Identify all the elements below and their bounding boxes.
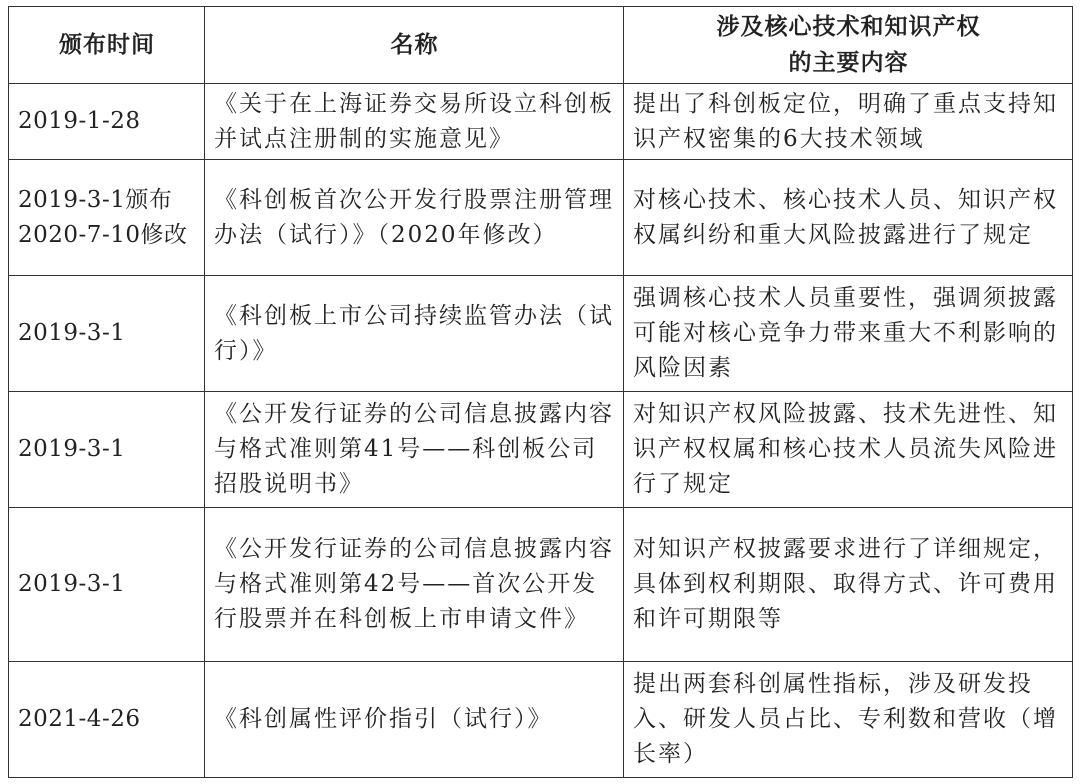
table-row — [9, 392, 1073, 508]
row-name: 《科创板上市公司持续监管办法（试行）》 — [205, 276, 624, 392]
row-content: 对知识产权披露要求进行了详细规定，具体到权利期限、取得方式、许可费用和许可期限等 — [624, 508, 1073, 662]
table-row — [9, 84, 1073, 160]
row-date-revised: 2020-7-10修改 — [18, 221, 188, 248]
row-name: 《公开发行证券的公司信息披露内容与格式准则第42号——首次公开发行股票并在科创板上市申请文件》 — [205, 508, 624, 662]
row-date: 2019-3-1 — [9, 276, 205, 392]
header-date: 颁布时间 — [9, 7, 205, 84]
row-date: 2021-4-26 — [9, 662, 205, 778]
row-name: 《科创板首次公开发行股票注册管理办法（试行）》（2020年修改） — [205, 160, 624, 276]
row-name: 《关于在上海证券交易所设立科创板并试点注册制的实施意见》 — [205, 84, 624, 160]
row-content: 提出了科创板定位，明确了重点支持知识产权密集的6大技术领域 — [624, 84, 1073, 160]
table-row — [9, 662, 1073, 778]
header-content-line2: 的主要内容 — [788, 50, 909, 76]
row-content: 对知识产权风险披露、技术先进性、知识产权权属和核心技术人员流失风险进行了规定 — [624, 392, 1073, 508]
row-content: 提出两套科创属性指标，涉及研发投入、研发人员占比、专利数和营收（增长率） — [624, 662, 1073, 778]
row-name: 《公开发行证券的公司信息披露内容与格式准则第41号——科创板公司招股说明书》 — [205, 392, 624, 508]
table-header-row — [9, 7, 1073, 84]
table-row — [9, 160, 1073, 276]
row-content: 强调核心技术人员重要性，强调须披露可能对核心竞争力带来重大不利影响的风险因素 — [624, 276, 1073, 392]
table-row — [9, 508, 1073, 662]
row-date — [9, 160, 205, 276]
row-date: 2019-1-28 — [9, 84, 205, 160]
header-content-line1: 涉及核心技术和知识产权 — [716, 14, 981, 40]
row-date: 2019-3-1 — [9, 508, 205, 662]
row-name: 《科创属性评价指引（试行）》 — [205, 662, 624, 778]
policy-table — [8, 6, 1073, 778]
row-date: 2019-3-1 — [9, 392, 205, 508]
header-name: 名称 — [205, 7, 624, 84]
header-content — [624, 7, 1073, 84]
row-date-issued: 2019-3-1颁布 — [18, 186, 173, 213]
policy-table-container — [8, 6, 1072, 778]
table-row — [9, 276, 1073, 392]
row-content: 对核心技术、核心技术人员、知识产权权属纠纷和重大风险披露进行了规定 — [624, 160, 1073, 276]
